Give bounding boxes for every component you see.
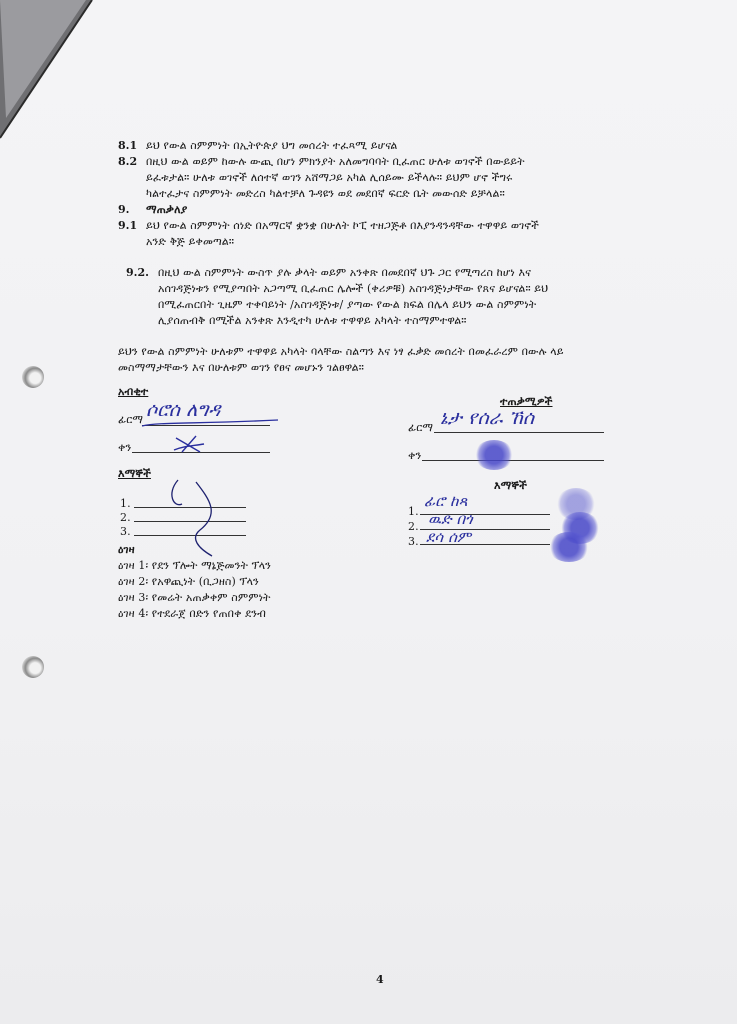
- right-signature-text: ኔታ የሰራ ኸሰ: [440, 407, 535, 429]
- left-signature-label: ፊርማ: [118, 413, 144, 426]
- section-8-1-text: ይህ የውል ስምምነት በኢትዮጵያ ህግ መሰረት ተፈጻሚ ይሆናል: [146, 139, 398, 152]
- section-9-2-line: በዚህ ውል ስምምነት ውስጥ ያሉ ቃላት ወይም አንቀጽ በመደበኛ ህጉ ጋር የሚጣረስ ከሆነ እና: [158, 266, 532, 279]
- closing-line: መስማማታቸውን እና በሁለቱም ወገን የፀና መሆኑን ገልፀዋል።: [118, 361, 364, 374]
- right-witness-number: 3.: [408, 535, 419, 548]
- right-date-line: [422, 460, 604, 461]
- attachments-heading: ዕገዛ: [118, 543, 135, 556]
- section-9-1-line: ይህ የውል ስምምነት ሰነድ በአማርኛ ቋንቋ በሁለት ኮፒ ተዘጋጅቶ በእያንዳንዳቸው ተዋዋይ ወገኖች: [146, 219, 540, 232]
- section-9-2-line: በሚፈጠርበት ጊዜም ተቀባይነት /አስገዳጅነቱ/ ያጣው የውል ክፍል በሌላ ይህን ውል ስምምነት: [158, 298, 537, 311]
- witness-thumbprint: [548, 532, 590, 562]
- left-witness-number: 2.: [120, 511, 131, 524]
- right-date-label: ቀን: [408, 449, 422, 462]
- section-8-2-line: ካልተፈታና ስምምነት መድረስ ካልተቻለ ጉዳዩን ወደ መደበኛ ፍርድ ቤት መውሰድ ይቻላል።: [146, 187, 505, 200]
- left-signature-text: ሶሮሰ ለግዳ: [146, 399, 221, 421]
- right-witness-signature: ፊሮ ከጻ: [424, 492, 468, 510]
- section-number: 9.2.: [126, 266, 149, 279]
- section-8-2-line: ይፈቱታል። ሁለቱ ወገኖች ለሰተኛ ወገን አሸማጋይ አካል ሊሰይሙ ይችላሉ። ይህም ሆኖ ችግሩ: [146, 171, 513, 184]
- page-number: 4: [376, 973, 384, 986]
- right-party-heading: ተጠቃሚዎች: [500, 395, 553, 408]
- left-signature-scribble: [138, 392, 288, 432]
- section-9-title: ማጠቃለያ: [146, 203, 188, 216]
- left-witness-number: 3.: [120, 525, 131, 538]
- section-9-2-line: ሊያሰጠብቅ በሚችል አንቀጽ እንዲተካ ሁለቱ ተዋዋይ አካላት ተስማምተዋል።: [158, 314, 467, 327]
- right-witness-number: 1.: [408, 505, 419, 518]
- page-curl: [0, 0, 100, 150]
- right-witnesses-heading: እማኞች: [494, 479, 527, 492]
- attachment-item: ዕገዛ 3፡ የመሬት አጠቃቀም ስምምነት: [118, 591, 271, 604]
- section-number: 8.1: [118, 139, 138, 152]
- section-number: 9.: [118, 203, 130, 216]
- left-party-heading: አብቂተ: [118, 385, 149, 398]
- right-signature-label: ፊርማ: [408, 421, 434, 434]
- right-witness-signature: ዉድ በጎ: [428, 510, 473, 528]
- section-9-1-line: አንድ ቅጅ ይቀመጣል።: [146, 235, 235, 248]
- left-date-label: ቀን: [118, 441, 132, 454]
- left-witnesses-heading: እማኞች: [118, 467, 151, 480]
- left-date-mark: [170, 432, 210, 456]
- left-witness-signature: [160, 474, 230, 564]
- section-number: 8.2: [118, 155, 138, 168]
- section-number: 9.1: [118, 219, 138, 232]
- attachment-item: ዕገዛ 4፡ የተደራጀ በድን የጠበቀ ደንብ: [118, 607, 266, 620]
- right-witness-number: 2.: [408, 520, 419, 533]
- closing-line: ይህን የውል ስምምነት ሁለቱም ተዋዋይ አካላት ባላቸው ስልጣን እና ነፃ ፈቃድ መሰረት በመፈራረም በውሉ ላይ: [118, 345, 564, 358]
- right-thumbprint: [474, 440, 514, 470]
- right-signature-line: [434, 432, 604, 433]
- punch-hole-top: [22, 366, 44, 388]
- left-witness-number: 1.: [120, 497, 131, 510]
- right-witness-signature: ደሳ ሰም: [426, 528, 472, 546]
- attachment-item: ዕገዛ 2፡ የአዋጪነት (ቢጋዘስ) ፕላን: [118, 575, 259, 588]
- section-8-2-line: በዚህ ውል ወይም ከውሉ ውጪ በሆነ ምክንያት አለመግባባት ቢፈጠር ሁለቱ ወገኖች በውይይት: [146, 155, 525, 168]
- attachment-item: ዕገዛ 1፡ የደን ፕሎት ማኔጅመንት ፕላን: [118, 559, 272, 572]
- punch-hole-bottom: [22, 656, 44, 678]
- section-9-2-line: አሰገዳጅነቱን የሚያጣበት አጋጣሚ ቢፈጠር ሌሎች (ቀሪዎቹ) አስገዳጅነታቸው የጸና ይሆናል። ይህ: [158, 282, 549, 295]
